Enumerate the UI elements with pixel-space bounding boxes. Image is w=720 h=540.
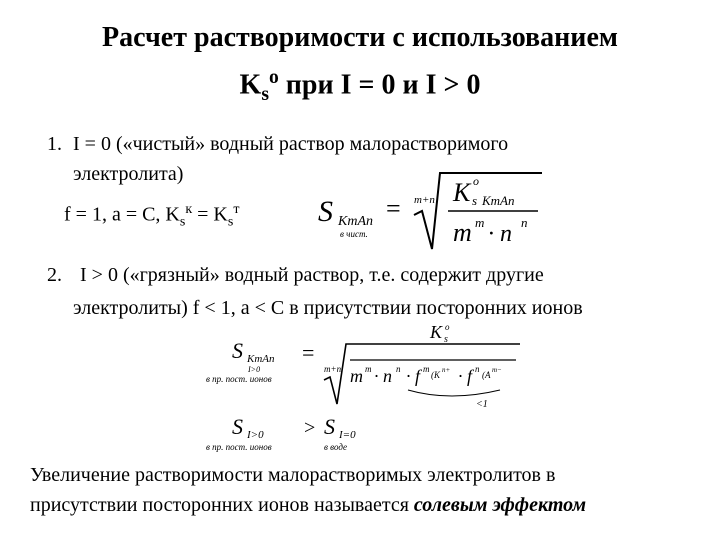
f1-num-k: K bbox=[453, 178, 471, 207]
f3-s2-under: в воде bbox=[324, 442, 347, 452]
f3-gt: > bbox=[304, 417, 316, 439]
svg-text:(K: (K bbox=[431, 370, 440, 380]
svg-text:· f: · f bbox=[458, 366, 473, 386]
f3-s2: S bbox=[324, 414, 335, 439]
svg-text:I>0: I>0 bbox=[247, 429, 264, 441]
svg-text:s: s bbox=[444, 334, 448, 345]
f1-den-n: · n bbox=[488, 221, 512, 247]
item-2-number: 2. bbox=[47, 264, 62, 286]
f2-less-than-one: <1 bbox=[476, 399, 488, 410]
svg-text:m: m bbox=[423, 364, 430, 374]
svg-text:o: o bbox=[473, 174, 479, 188]
page-title-line-2 bbox=[0, 58, 720, 115]
item-1-line-1: I = 0 («чистый» водный раствор малорастворимого bbox=[73, 133, 509, 155]
f2-eq: = bbox=[302, 340, 315, 365]
svg-text:I>0: I>0 bbox=[248, 365, 261, 374]
item-2-line-1: I > 0 («грязный» водный раствор, т.е. содержит другие bbox=[80, 264, 544, 286]
f2-s-under: в пр. пост. ионов bbox=[206, 374, 272, 384]
title-k-sub: s bbox=[261, 83, 269, 105]
f3-s1-under: в пр. пост. ионов bbox=[206, 442, 272, 452]
item-1-line-3: f = 1, a = C, $K_s^к = K_s^т$ bbox=[64, 202, 240, 230]
title-k: K bbox=[239, 69, 262, 101]
svg-text:n: n bbox=[396, 364, 401, 374]
f3-s1: S bbox=[232, 414, 243, 439]
title-k-sup: o bbox=[268, 67, 279, 88]
footer-line-1: Увеличение растворимости малорастворимых электролитов в bbox=[30, 464, 556, 486]
svg-text:n: n bbox=[521, 215, 528, 230]
f1-s-sub: KmAn bbox=[338, 214, 373, 229]
svg-text:m: m bbox=[475, 215, 485, 230]
svg-text:m−: m− bbox=[492, 366, 502, 374]
svg-text:KmAn: KmAn bbox=[482, 193, 515, 208]
f2-underbrace bbox=[408, 390, 500, 396]
svg-text:· n: · n bbox=[374, 366, 392, 386]
formula-solubility-foreign-ions bbox=[200, 320, 530, 410]
formula-solubility-comparison bbox=[200, 410, 400, 458]
f1-s-under: в чист. bbox=[340, 229, 368, 239]
title-line-1: Расчет растворимости с использованием bbox=[102, 22, 618, 53]
formula-solubility-pure bbox=[310, 165, 550, 255]
svg-text:s: s bbox=[472, 193, 478, 208]
svg-text:o: o bbox=[445, 322, 450, 332]
f1-root-index: m+n bbox=[414, 194, 435, 206]
f1-eq: = bbox=[386, 194, 401, 223]
svg-text:I=0: I=0 bbox=[339, 429, 356, 441]
svg-text:m: m bbox=[365, 364, 372, 374]
item-1-number: 1. bbox=[47, 133, 62, 155]
item-2-line-2: электролиты) f < 1, a < C в присутствии посторонних ионов bbox=[73, 297, 583, 319]
f2-s: S bbox=[232, 338, 243, 363]
svg-text:n: n bbox=[475, 364, 480, 374]
svg-text:KmAn: KmAn bbox=[247, 353, 275, 365]
footer-line-2: присутствии посторонних ионов называется солевым эффектом bbox=[30, 494, 587, 516]
svg-text:· f: · f bbox=[406, 366, 421, 386]
page-title bbox=[0, 18, 720, 58]
f1-den-m: m bbox=[453, 218, 472, 247]
salt-effect-term: солевым эффектом bbox=[413, 494, 587, 516]
svg-text:(A: (A bbox=[482, 370, 491, 380]
f2-den: m bbox=[350, 366, 363, 386]
f2-root-index: m+n bbox=[324, 364, 342, 374]
title-rest: при I = 0 и I > 0 bbox=[278, 69, 481, 101]
svg-text:n+: n+ bbox=[442, 366, 451, 374]
f1-s: S bbox=[318, 195, 333, 228]
f2-num-k: K bbox=[430, 322, 443, 342]
item-1-line-2: электролита) bbox=[73, 163, 184, 185]
